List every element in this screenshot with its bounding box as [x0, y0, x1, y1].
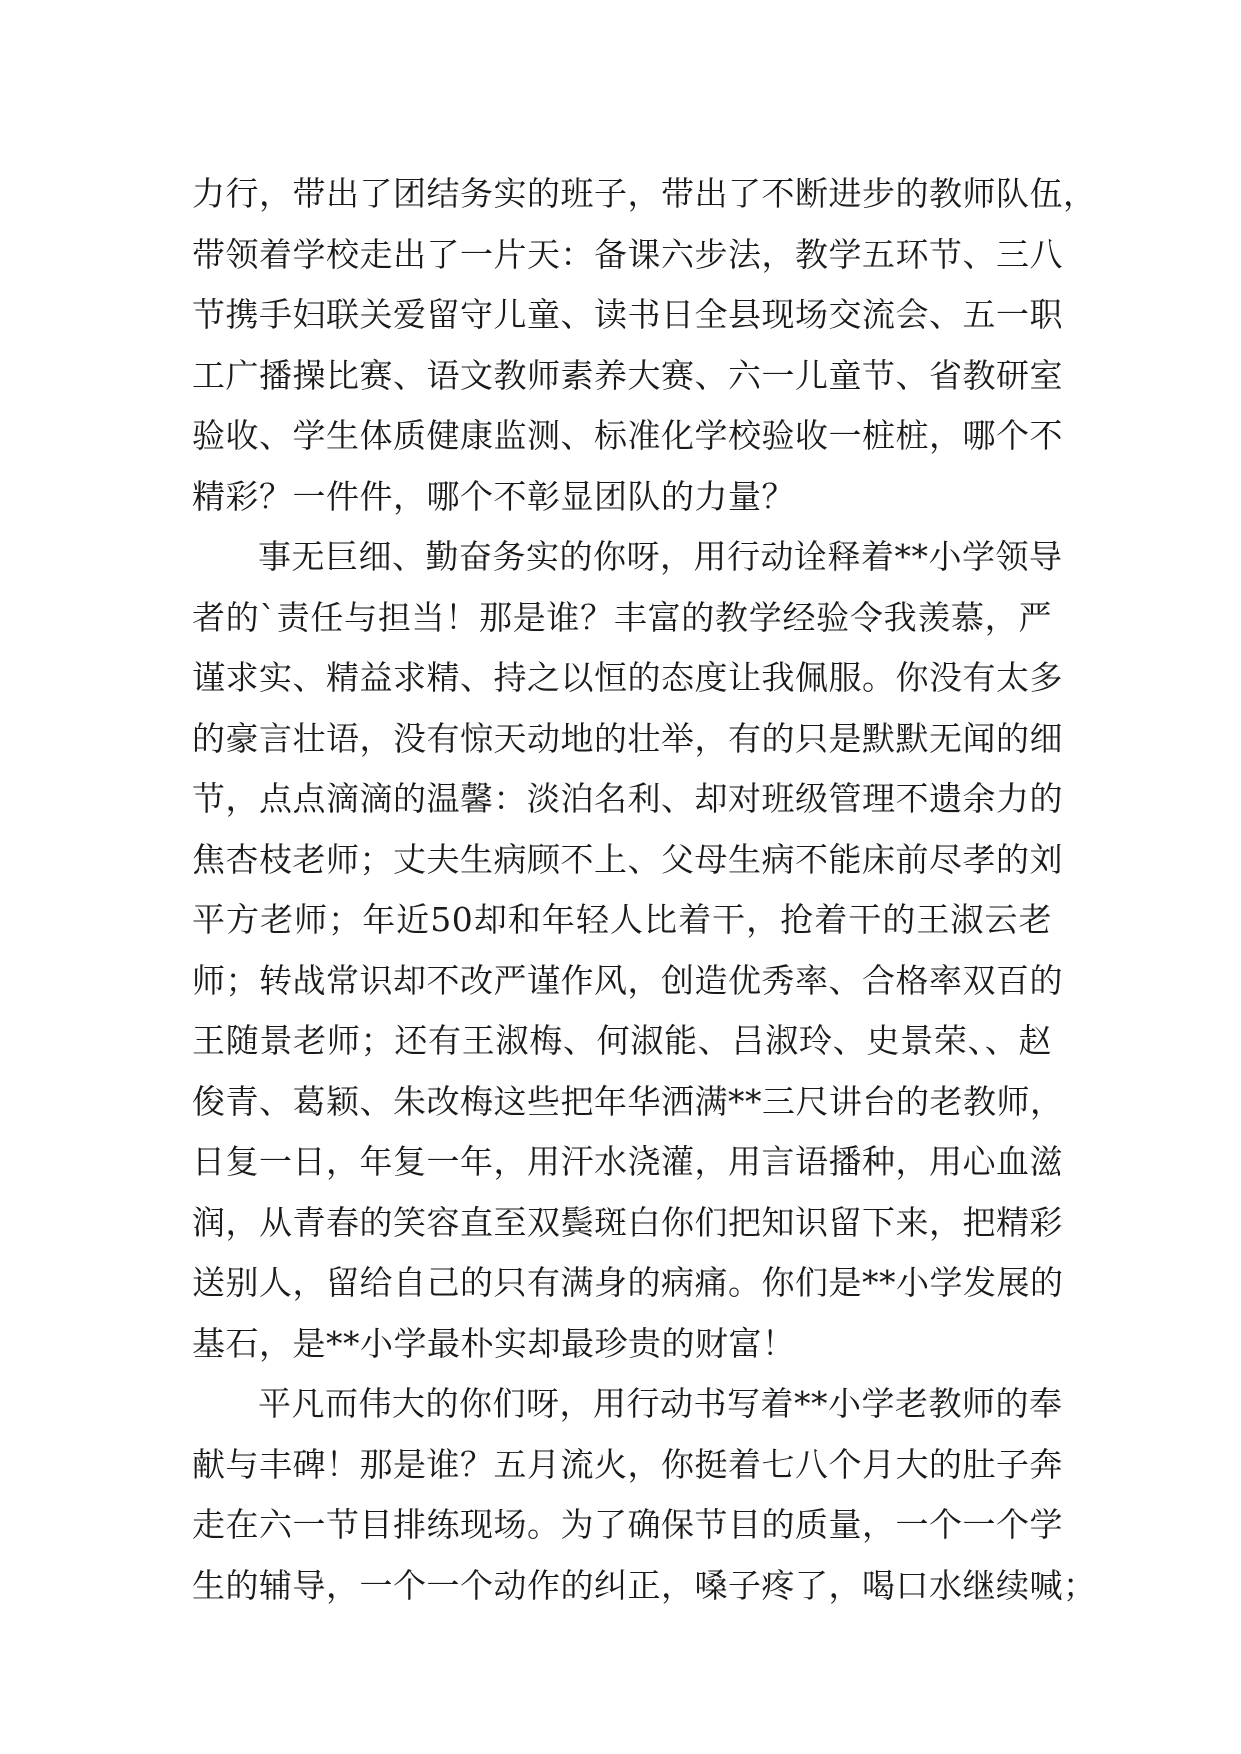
text-line: 送别人，留给自己的只有满身的病痛。你们是**小学发展的: [192, 1263, 1064, 1302]
text-line: 平方老师；年近50却和年轻人比着干，抢着干的王淑云老: [192, 900, 1052, 939]
text-line: 俊青、葛颖、朱改梅这些把年华洒满**三尺讲台的老教师，: [192, 1081, 1064, 1121]
text-line: 平凡而伟大的你们呀，用行动书写着**小学老教师的奉: [258, 1384, 1063, 1423]
document-body: [192, 164, 1097, 1616]
text-line: 带领着学校走出了一片天：备课六步法，教学五环节、三八: [192, 234, 1063, 274]
text-line: 献与丰碑！那是谁？五月流火，你挺着七八个月大的肚子奔: [192, 1444, 1063, 1484]
text-line: 生的辅导，一个一个动作的纠正，嗓子疼了，喝口水继续喊；: [192, 1565, 1097, 1605]
text-line: 验收、学生体质健康监测、标准化学校验收一桩桩，哪个不: [192, 416, 1063, 455]
text-line: 者的`责任与担当！那是谁？丰富的教学经验令我羡慕，严: [192, 597, 1052, 637]
text-line: 精彩？一件件，哪个不彰显团队的力量？: [192, 476, 795, 516]
text-line: 王随景老师；还有王淑梅、何淑能、吕淑玲、史景荣、、赵: [192, 1021, 1052, 1060]
text-line: 润，从青春的笑容直至双鬓斑白你们把知识留下来，把精彩: [192, 1202, 1063, 1242]
text-line: 日复一日，年复一年，用汗水浇灌，用言语播种，用心血滋: [192, 1142, 1063, 1181]
text-line: 力行，带出了团结务实的班子，带出了不断进步的教师队伍，: [192, 174, 1097, 213]
text-line: 事无巨细、勤奋务实的你呀，用行动诠释着**小学领导: [258, 537, 1063, 576]
text-line: 节携手妇联关爱留守儿童、读书日全县现场交流会、五一职: [192, 295, 1063, 334]
text-line: 师；转战常识却不改严谨作风，创造优秀率、合格率双百的: [192, 960, 1063, 1000]
text-line: 焦杏枝老师；丈夫生病顾不上、父母生病不能床前尽孝的刘: [192, 839, 1063, 879]
text-line: 谨求实、精益求精、持之以恒的态度让我佩服。你没有太多: [192, 658, 1063, 697]
text-line: 基石，是**小学最朴实却最珍贵的财富！: [192, 1323, 796, 1363]
text-line: 节，点点滴滴的温馨：淡泊名利、却对班级管理不遗余力的: [192, 779, 1063, 818]
text-line: 走在六一节目排练现场。为了确保节目的质量，一个一个学: [192, 1505, 1063, 1544]
text-line: 的豪言壮语，没有惊天动地的壮举，有的只是默默无闻的细: [192, 718, 1063, 758]
text-line: 工广播操比赛、语文教师素养大赛、六一儿童节、省教研室: [192, 355, 1063, 395]
